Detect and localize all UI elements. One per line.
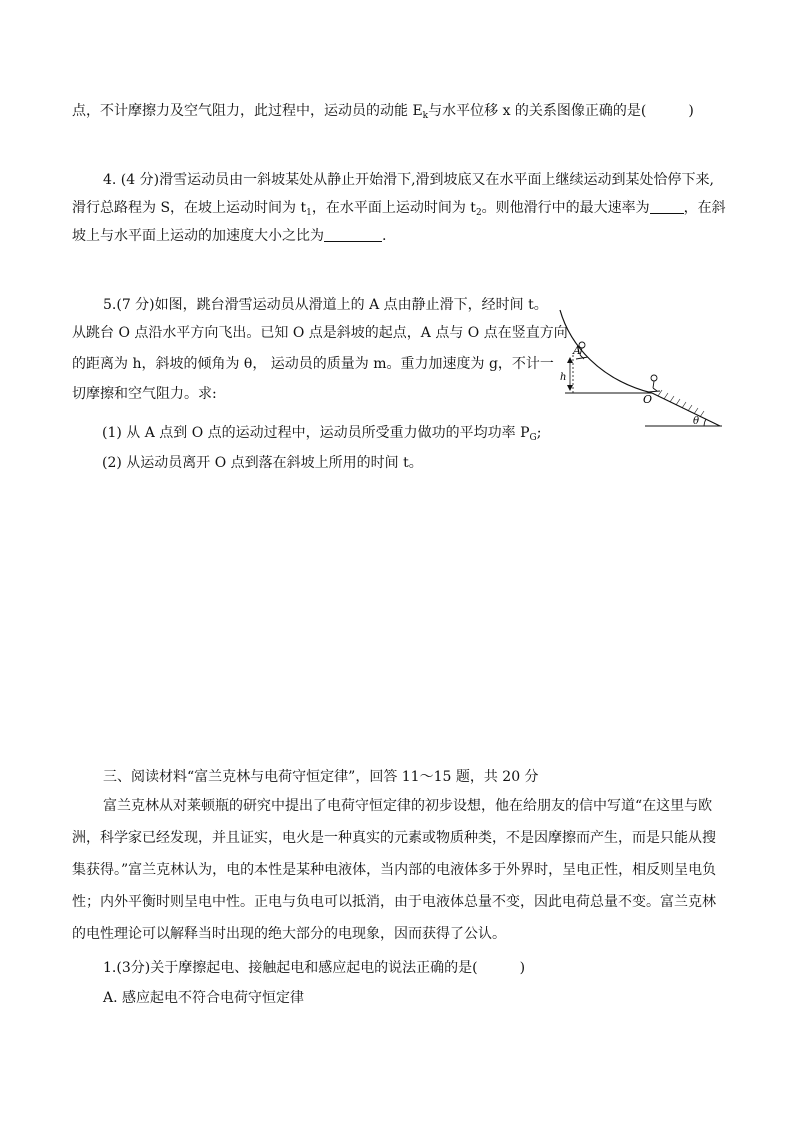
theta-arc xyxy=(704,419,706,426)
label-h: h xyxy=(560,372,567,383)
answer-blank-max-speed[interactable] xyxy=(650,199,684,214)
q5-subquestion-1 xyxy=(102,423,541,448)
section-3-heading: 三、阅读材料“富兰克林与电荷守恒定律”，回答 11～15 题，共 20 分 xyxy=(103,769,539,785)
ski-jump-figure xyxy=(540,305,730,435)
q5-sub1-end: ; xyxy=(536,425,542,441)
intro-text-after: 与水平位移 x 的关系图像正确的是( ) xyxy=(428,103,694,119)
q4-line-3b: . xyxy=(382,228,387,244)
q4-line-2 xyxy=(72,198,726,223)
q5-subquestion-2: (2) 从运动员离开 O 点到落在斜坡上所用的时间 t。 xyxy=(102,455,423,471)
q5-line-2: 从跳台 O 点沿水平方向飞出。已知 O 点是斜坡的起点，A 点与 O 点在竖直方向 xyxy=(72,325,568,341)
answer-blank-accel-ratio[interactable] xyxy=(324,227,382,242)
q5-line-3: 的距离为 h，斜坡的倾角为 θ， 运动员的质量为 m。重力加速度为 g，不计一 xyxy=(72,356,554,372)
intro-subscript: k xyxy=(422,111,429,121)
q4-sub-1: 1 xyxy=(306,208,312,218)
q5-line-1: 5.(7 分)如图，跳台滑雪运动员从滑道上的 A 点由静止滑下，经时间 t。 xyxy=(103,297,548,313)
q4-line-2c: 。则他滑行中的最大速率为 xyxy=(481,200,650,216)
label-A: A xyxy=(573,344,581,357)
q4-line-1: 4. (4 分)滑雪运动员由一斜坡某处从静止开始滑下,滑到坡底又在水平面上继续运动到某处恰停下来, xyxy=(103,172,714,188)
intro-text-before: 点，不计摩擦力及空气阻力，此过程中，运动员的动能 E xyxy=(72,103,423,119)
slope-hatching xyxy=(658,390,704,417)
section-3-paragraph-line-1: 富兰克林从对莱顿瓶的研究中提出了电荷守恒定律的初步设想，他在给朋友的信中写道“在这里与欧 xyxy=(103,798,713,814)
q4-sub-2: 2 xyxy=(475,208,482,218)
skier-at-O-icon xyxy=(648,375,660,392)
q4-line-2a: 滑行总路程为 S，在坡上运动时间为 t xyxy=(72,200,307,216)
q5-sub1-text: (1) 从 A 点到 O 点的运动过程中，运动员所受重力做功的平均功率 P xyxy=(102,425,530,441)
q4-line-2d: ，在斜 xyxy=(683,200,726,216)
label-O: O xyxy=(643,393,653,406)
section-3-option-A: A. 感应起电不符合电荷守恒定律 xyxy=(103,990,305,1006)
q5-line-4: 切摩擦和空气阻力。求: xyxy=(72,386,217,402)
section-3-paragraph-line-2: 洲，科学家已经发现，并且证实，电火是一种真实的元素或物质种类，不是因摩擦而产生，而是只能从搜 xyxy=(72,830,716,846)
intro-line xyxy=(72,101,694,126)
q5-sub1-subscript: G xyxy=(529,433,537,443)
q4-line-3 xyxy=(72,226,386,246)
q4-line-3a: 坡上与水平面上运动的加速度大小之比为 xyxy=(72,228,324,244)
h-arrow-head-down xyxy=(567,385,573,391)
section-3-paragraph-line-5: 的电性理论可以解释当时出现的绝大部分的电现象，因而获得了公认。 xyxy=(72,926,506,942)
q4-line-2b: ，在水平面上运动时间为 t xyxy=(311,200,476,216)
section-3-paragraph-line-3: 集获得。”富兰克林认为，电的本性是某种电液体，当内部的电液体多于外界时，呈电正性，相反则呈电负 xyxy=(72,862,717,878)
section-3-paragraph-line-4: 性；内外平衡时则呈电中性。正电与负电可以抵消，由于电液体总量不变，因此电荷总量不变。富兰克林 xyxy=(72,894,716,910)
slope-line xyxy=(652,393,720,426)
h-arrow-head-up xyxy=(567,357,573,363)
section-3-question-1: 1.(3分)关于摩擦起电、接触起电和感应起电的说法正确的是( ) xyxy=(103,960,526,976)
label-theta: θ xyxy=(693,416,700,427)
